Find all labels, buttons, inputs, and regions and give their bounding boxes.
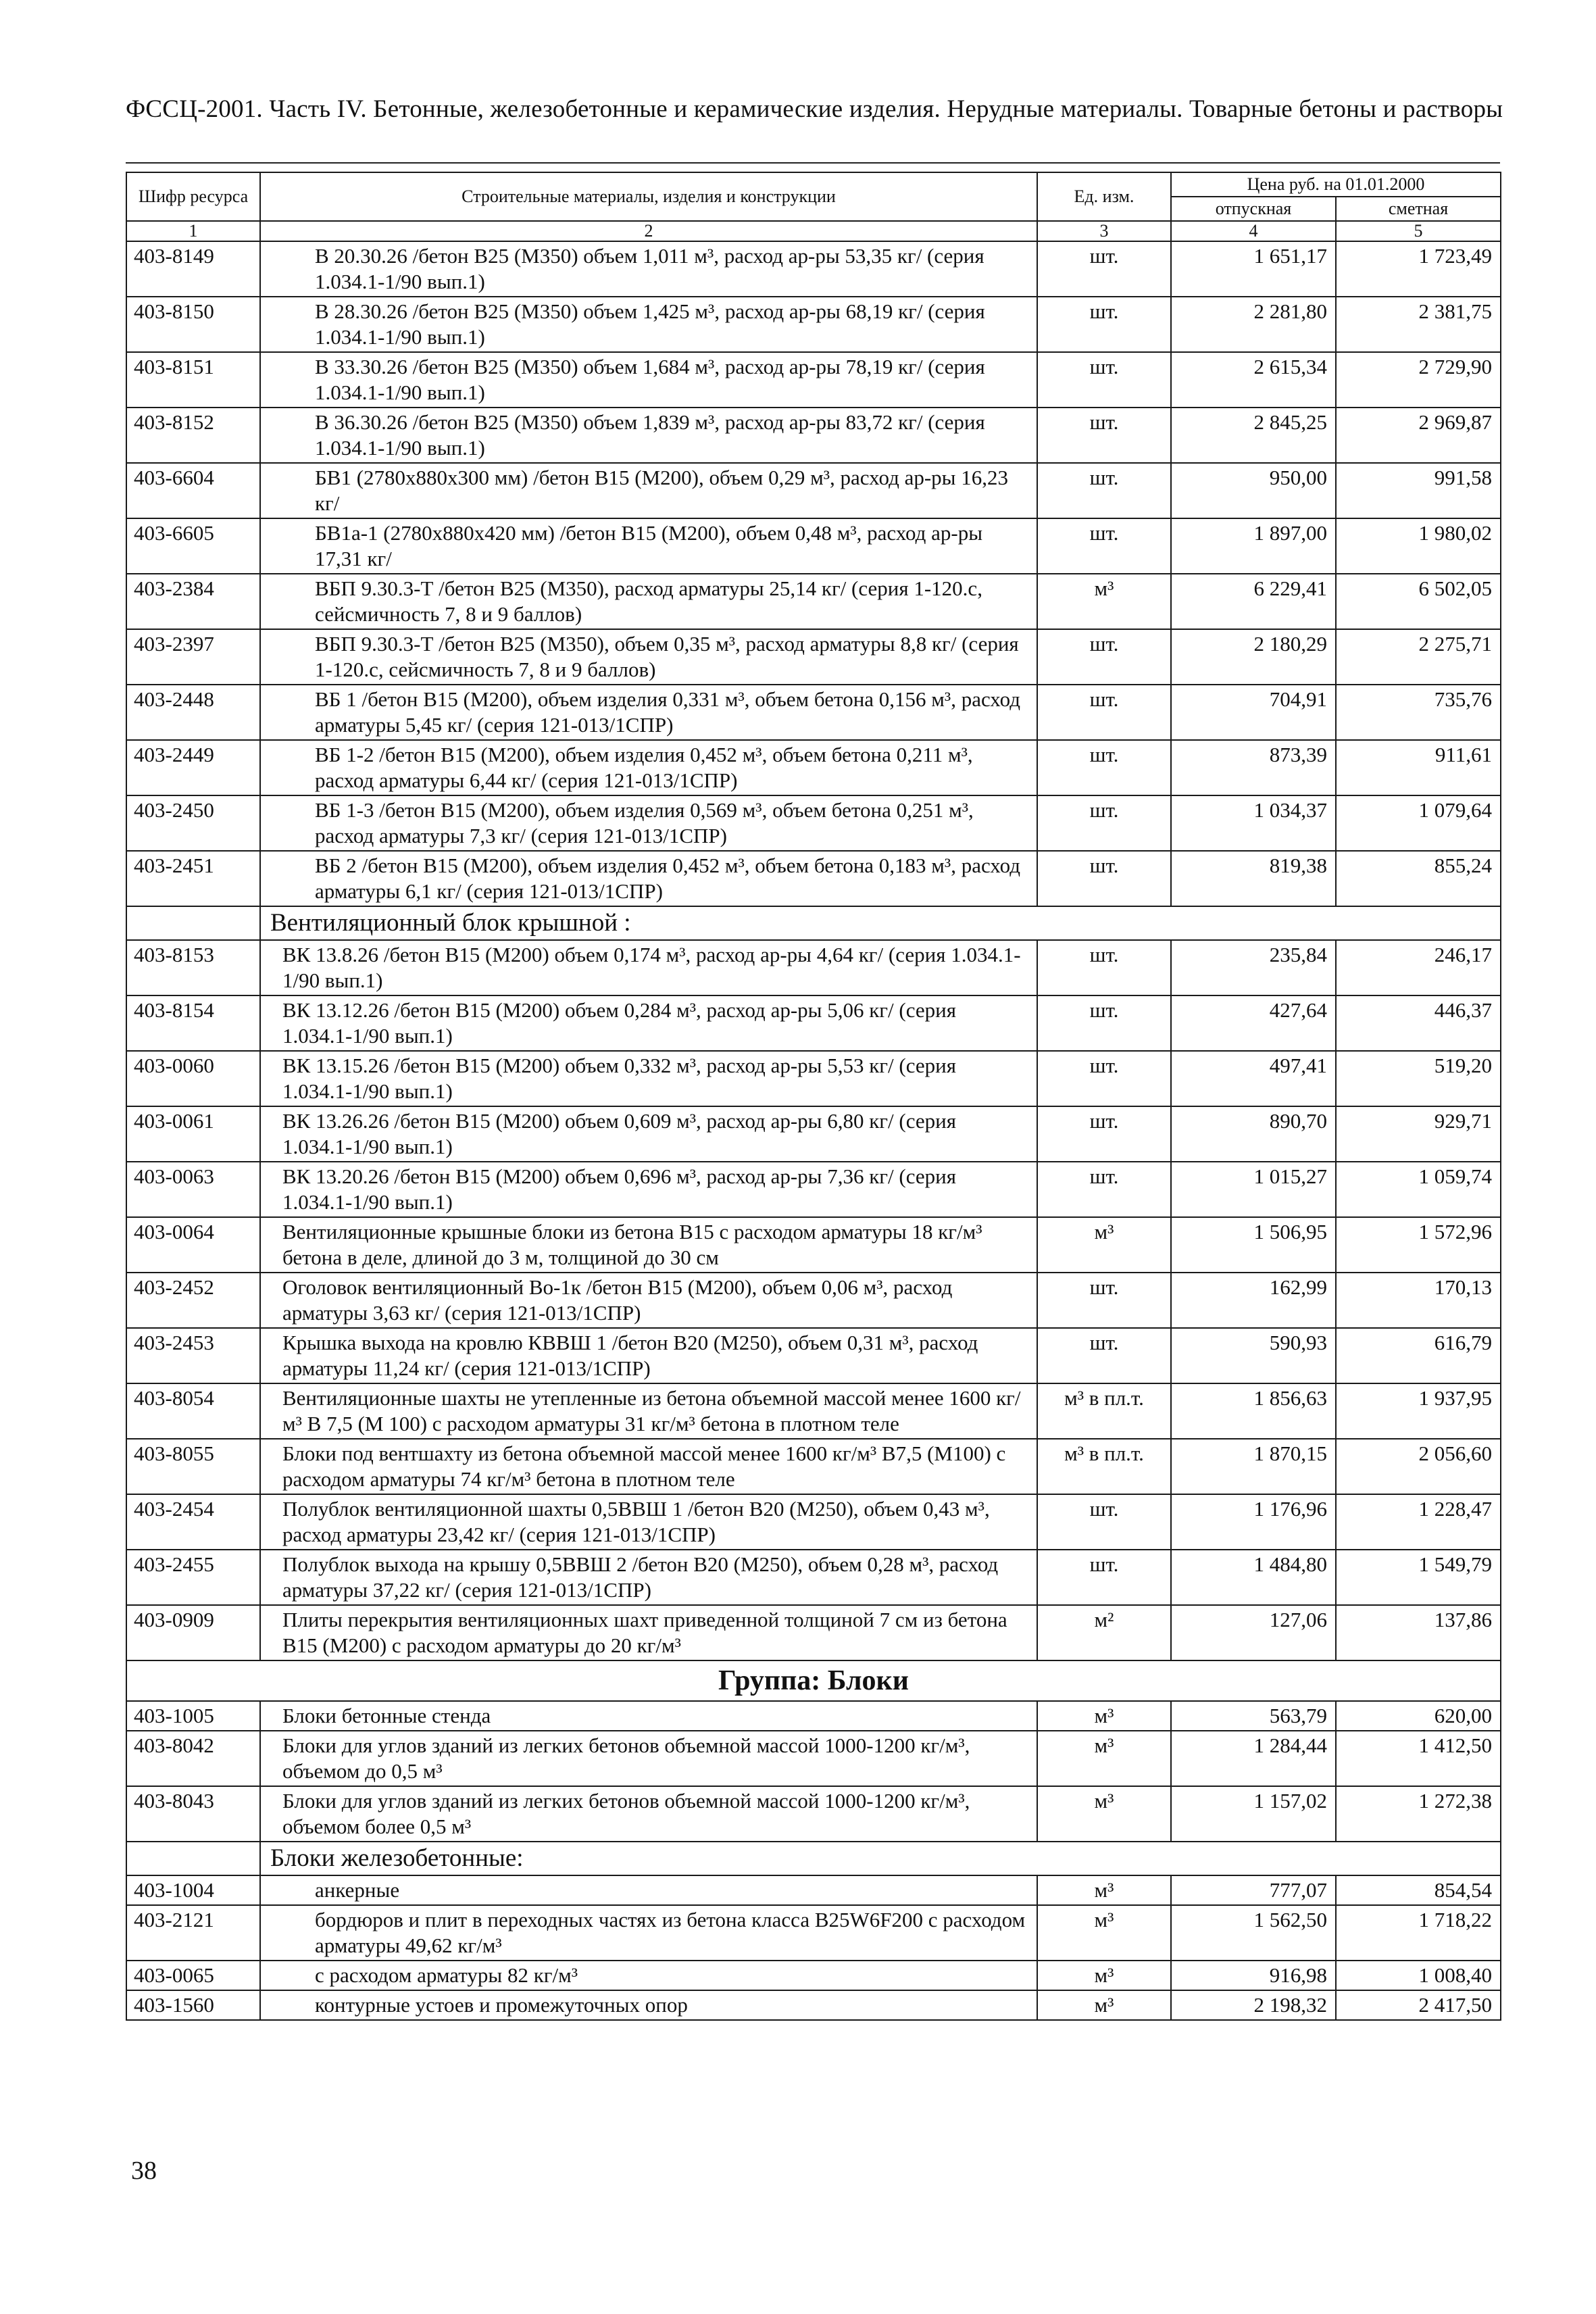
unit-of-measure: м³	[1037, 1701, 1171, 1731]
resource-code: 403-6604	[126, 463, 260, 518]
estimate-price: 137,86	[1336, 1605, 1501, 1660]
estimate-price: 1 059,74	[1336, 1162, 1501, 1217]
table-row	[126, 1051, 1501, 1106]
unit-of-measure: шт.	[1037, 851, 1171, 906]
table-row	[126, 1875, 1501, 1905]
release-price: 427,64	[1171, 995, 1336, 1051]
material-name	[260, 1494, 1037, 1550]
estimate-price: 991,58	[1336, 463, 1501, 518]
resource-code: 403-2454	[126, 1494, 260, 1550]
estimate-price: 1 937,95	[1336, 1383, 1501, 1439]
material-name-text: ВК 13.20.26 /бетон В15 (М200) объем 0,696 м³, расход ар-ры 7,36 кг/ (серия 1.034.1-1/90 вып.1)	[282, 1164, 956, 1214]
section-heading-rc-row	[126, 1842, 1501, 1875]
table-row	[126, 940, 1501, 995]
unit-of-measure: м³	[1037, 1961, 1171, 1990]
estimate-price: 246,17	[1336, 940, 1501, 995]
unit-of-measure: шт.	[1037, 1051, 1171, 1106]
unit-of-measure: м³	[1037, 1786, 1171, 1842]
estimate-price: 616,79	[1336, 1328, 1501, 1383]
material-name	[260, 795, 1037, 851]
estimate-price: 735,76	[1336, 685, 1501, 740]
material-name-text: Плиты перекрытия вентиляционных шахт приведенной толщиной 7 см из бетона В15 (М200) с расходом арматуры до 20 кг/м³	[282, 1608, 1007, 1657]
release-price: 1 897,00	[1171, 518, 1336, 574]
material-name	[260, 1273, 1037, 1328]
estimate-price: 2 417,50	[1336, 1990, 1501, 2020]
material-name-text: ВК 13.26.26 /бетон В15 (М200) объем 0,609 м³, расход ар-ры 6,80 кг/ (серия 1.034.1-1/90 вып.1)	[282, 1109, 956, 1158]
resource-code: 403-8153	[126, 940, 260, 995]
material-name-text: В 33.30.26 /бетон В25 (М350) объем 1,684 м³, расход ар-ры 78,19 кг/ (серия 1.034.1-1/90 вып.1)	[315, 355, 985, 404]
col-number: 3	[1037, 221, 1171, 241]
release-price: 1 562,50	[1171, 1905, 1336, 1961]
estimate-price: 2 275,71	[1336, 629, 1501, 685]
unit-of-measure: шт.	[1037, 1106, 1171, 1162]
material-name-text: анкерные	[315, 1878, 400, 1902]
material-name-text: Вентиляционные крышные блоки из бетона В15 с расходом арматуры 18 кг/м³ бетона в деле, длиной до 3 м, толщиной до 30 см	[282, 1220, 982, 1269]
resource-code: 403-8152	[126, 408, 260, 463]
table-row	[126, 740, 1501, 795]
material-name	[260, 408, 1037, 463]
unit-of-measure: шт.	[1037, 1494, 1171, 1550]
release-price: 2 845,25	[1171, 408, 1336, 463]
table-row	[126, 685, 1501, 740]
material-name	[260, 1731, 1037, 1786]
material-name-text: ВБ 1-3 /бетон В15 (М200), объем изделия 0,569 м³, объем бетона 0,251 м³, расход арматуры 7,3 кг/ (серия 121-013/1СПР)	[315, 798, 974, 847]
material-name	[260, 1990, 1037, 2020]
table-row	[126, 1550, 1501, 1605]
material-name	[260, 1439, 1037, 1494]
resource-code: 403-1004	[126, 1875, 260, 1905]
unit-of-measure: шт.	[1037, 629, 1171, 685]
resource-code: 403-8149	[126, 241, 260, 297]
release-price: 1 176,96	[1171, 1494, 1336, 1550]
unit-of-measure: шт.	[1037, 1162, 1171, 1217]
release-price: 2 180,29	[1171, 629, 1336, 685]
material-name-text: с расходом арматуры 82 кг/м³	[315, 1963, 578, 1987]
material-name-text: ВБП 9.30.3-Т /бетон В25 (М350), расход арматуры 25,14 кг/ (серия 1-120.с, сейсмичность 7, 8 и 9 баллов)	[315, 576, 982, 626]
resource-code: 403-8150	[126, 297, 260, 352]
table-row	[126, 241, 1501, 297]
unit-of-measure: шт.	[1037, 740, 1171, 795]
table-row	[126, 1961, 1501, 1990]
table-row	[126, 1328, 1501, 1383]
section-heading-vent: Вентиляционный блок крышной :	[260, 906, 1501, 940]
material-name-text: В 20.30.26 /бетон В25 (М350) объем 1,011 м³, расход ар-ры 53,35 кг/ (серия 1.034.1-1/90 вып.1)	[315, 244, 984, 293]
material-name	[260, 518, 1037, 574]
material-name-text: ВК 13.12.26 /бетон В15 (М200) объем 0,284 м³, расход ар-ры 5,06 кг/ (серия 1.034.1-1/90 вып.1)	[282, 998, 956, 1048]
table-row	[126, 1786, 1501, 1842]
material-name-text: ВБ 1 /бетон В15 (М200), объем изделия 0,331 м³, объем бетона 0,156 м³, расход арматуры 5,45 кг/ (серия 121-013/1СПР)	[315, 687, 1021, 737]
material-name-text: Блоки под вентшахту из бетона объемной массой менее 1600 кг/м³ В7,5 (М100) с расходом арматуры 74 кг/м³ бетона в плотном теле	[282, 1442, 1006, 1491]
material-name	[260, 241, 1037, 297]
resource-code: 403-2448	[126, 685, 260, 740]
release-price: 235,84	[1171, 940, 1336, 995]
material-name-text: В 28.30.26 /бетон В25 (М350) объем 1,425 м³, расход ар-ры 68,19 кг/ (серия 1.034.1-1/90 вып.1)	[315, 299, 985, 349]
estimate-price: 2 381,75	[1336, 297, 1501, 352]
estimate-price: 2 056,60	[1336, 1439, 1501, 1494]
estimate-price: 1 572,96	[1336, 1217, 1501, 1273]
col-unit-header: Ед. изм.	[1037, 172, 1171, 221]
release-price: 890,70	[1171, 1106, 1336, 1162]
resource-code: 403-0909	[126, 1605, 260, 1660]
estimate-price: 911,61	[1336, 740, 1501, 795]
material-name	[260, 1605, 1037, 1660]
estimate-price: 1 412,50	[1336, 1731, 1501, 1786]
table-row	[126, 795, 1501, 851]
table-row	[126, 352, 1501, 408]
estimate-price: 6 502,05	[1336, 574, 1501, 629]
material-name-text: ВК 13.8.26 /бетон В15 (М200) объем 0,174 м³, расход ар-ры 4,64 кг/ (серия 1.034.1-1/90 вып.1)	[282, 943, 1021, 992]
material-name-text: В 36.30.26 /бетон В25 (М350) объем 1,839 м³, расход ар-ры 83,72 кг/ (серия 1.034.1-1/90 вып.1)	[315, 410, 985, 460]
unit-of-measure: шт.	[1037, 795, 1171, 851]
material-name-text: ВБП 9.30.3-Т /бетон В25 (М350), объем 0,35 м³, расход арматуры 8,8 кг/ (серия 1-120.с, сейсмичность 7, 8 и 9 баллов)	[315, 632, 1019, 681]
price-table	[126, 172, 1501, 2021]
estimate-price: 1 228,47	[1336, 1494, 1501, 1550]
release-price: 563,79	[1171, 1701, 1336, 1731]
unit-of-measure: шт.	[1037, 463, 1171, 518]
table-row	[126, 1731, 1501, 1786]
material-name	[260, 1550, 1037, 1605]
resource-code: 403-6605	[126, 518, 260, 574]
estimate-price: 2 729,90	[1336, 352, 1501, 408]
col-number: 5	[1336, 221, 1501, 241]
resource-code: 403-2449	[126, 740, 260, 795]
material-name	[260, 297, 1037, 352]
table-row	[126, 995, 1501, 1051]
resource-code: 403-0064	[126, 1217, 260, 1273]
table-row	[126, 629, 1501, 685]
release-price: 6 229,41	[1171, 574, 1336, 629]
release-price: 819,38	[1171, 851, 1336, 906]
section-heading-vent-row	[126, 906, 1501, 940]
unit-of-measure: шт.	[1037, 518, 1171, 574]
unit-of-measure: м³	[1037, 1905, 1171, 1961]
resource-code: 403-2451	[126, 851, 260, 906]
unit-of-measure: м³	[1037, 1875, 1171, 1905]
unit-of-measure: м³	[1037, 1990, 1171, 2020]
unit-of-measure: шт.	[1037, 408, 1171, 463]
release-price: 162,99	[1171, 1273, 1336, 1328]
resource-code: 403-2397	[126, 629, 260, 685]
table-row	[126, 574, 1501, 629]
release-price: 1 506,95	[1171, 1217, 1336, 1273]
release-price: 1 015,27	[1171, 1162, 1336, 1217]
resource-code: 403-2450	[126, 795, 260, 851]
release-price: 950,00	[1171, 463, 1336, 518]
table-row	[126, 1383, 1501, 1439]
unit-of-measure: шт.	[1037, 1550, 1171, 1605]
unit-of-measure: шт.	[1037, 1273, 1171, 1328]
group-heading-blocks: Группа: Блоки	[126, 1660, 1501, 1701]
release-price: 1 157,02	[1171, 1786, 1336, 1842]
estimate-price: 2 969,87	[1336, 408, 1501, 463]
unit-of-measure: шт.	[1037, 940, 1171, 995]
estimate-price: 1 272,38	[1336, 1786, 1501, 1842]
resource-code: 403-2384	[126, 574, 260, 629]
release-price: 873,39	[1171, 740, 1336, 795]
release-price: 2 281,80	[1171, 297, 1336, 352]
unit-of-measure: м³	[1037, 574, 1171, 629]
table-body	[126, 241, 1501, 2020]
col-number: 2	[260, 221, 1037, 241]
material-name-text: ВБ 1-2 /бетон В15 (М200), объем изделия 0,452 м³, объем бетона 0,211 м³, расход арматуры 6,44 кг/ (серия 121-013/1СПР)	[315, 743, 973, 792]
page-number: 38	[131, 2157, 157, 2185]
table-row	[126, 1701, 1501, 1731]
unit-of-measure: м²	[1037, 1605, 1171, 1660]
table-row	[126, 1439, 1501, 1494]
estimate-price: 1 980,02	[1336, 518, 1501, 574]
table-row	[126, 1273, 1501, 1328]
estimate-price: 855,24	[1336, 851, 1501, 906]
estimate-price: 1 549,79	[1336, 1550, 1501, 1605]
release-price: 1 034,37	[1171, 795, 1336, 851]
header-title: ФССЦ-2001. Часть IV. Бетонные, железобетонные и керамические изделия. Нерудные материалы. Товарные бетоны и растворы	[126, 95, 1503, 123]
material-name	[260, 1162, 1037, 1217]
release-price: 1 484,80	[1171, 1550, 1336, 1605]
estimate-price: 929,71	[1336, 1106, 1501, 1162]
material-name	[260, 1328, 1037, 1383]
resource-code: 403-8154	[126, 995, 260, 1051]
release-price: 497,41	[1171, 1051, 1336, 1106]
release-price: 1 651,17	[1171, 241, 1336, 297]
material-name	[260, 685, 1037, 740]
col-number: 4	[1171, 221, 1336, 241]
section-heading-rc: Блоки железобетонные:	[260, 1842, 1501, 1875]
material-name	[260, 1217, 1037, 1273]
estimate-price: 1 718,22	[1336, 1905, 1501, 1961]
resource-code: 403-8151	[126, 352, 260, 408]
page-header	[126, 95, 1504, 124]
material-name	[260, 574, 1037, 629]
material-name	[260, 1961, 1037, 1990]
material-name	[260, 851, 1037, 906]
resource-code: 403-8054	[126, 1383, 260, 1439]
material-name-text: ВБ 2 /бетон В15 (М200), объем изделия 0,452 м³, объем бетона 0,183 м³, расход арматуры 6,1 кг/ (серия 121-013/1СПР)	[315, 854, 1021, 903]
resource-code: 403-8042	[126, 1731, 260, 1786]
estimate-price: 446,37	[1336, 995, 1501, 1051]
material-name-text: Крышка выхода на кровлю КВВШ 1 /бетон В20 (М250), объем 0,31 м³, расход арматуры 11,24 кг/ (серия 121-013/1СПР)	[282, 1331, 978, 1380]
table-row	[126, 408, 1501, 463]
table-row	[126, 1905, 1501, 1961]
material-name	[260, 1905, 1037, 1961]
group-heading-blocks-row	[126, 1660, 1501, 1701]
material-name-text: Блоки для углов зданий из легких бетонов объемной массой 1000-1200 кг/м³, объемом более 0,5 м³	[282, 1789, 970, 1838]
resource-code: 403-0065	[126, 1961, 260, 1990]
release-price: 1 870,15	[1171, 1439, 1336, 1494]
release-price: 1 856,63	[1171, 1383, 1336, 1439]
material-name	[260, 1383, 1037, 1439]
table-row	[126, 851, 1501, 906]
unit-of-measure: м³	[1037, 1217, 1171, 1273]
material-name	[260, 1701, 1037, 1731]
material-name-text: Полублок вентиляционной шахты 0,5ВВШ 1 /бетон В20 (М250), объем 0,43 м³, расход арматуры 23,42 кг/ (серия 121-013/1СПР)	[282, 1497, 990, 1546]
material-name	[260, 463, 1037, 518]
material-name-text: бордюров и плит в переходных частях из бетона класса B25W6F200 с расходом арматуры 49,62 кг/м³	[315, 1908, 1026, 1957]
estimate-price: 1 723,49	[1336, 241, 1501, 297]
col-code-header: Шифр ресурса	[126, 172, 260, 221]
material-name	[260, 995, 1037, 1051]
resource-code: 403-0061	[126, 1106, 260, 1162]
unit-of-measure: м³	[1037, 1731, 1171, 1786]
col-number: 1	[126, 221, 260, 241]
table-header-row	[126, 172, 1501, 197]
material-name-text: Блоки для углов зданий из легких бетонов объемной массой 1000-1200 кг/м³, объемом до 0,5 м³	[282, 1733, 970, 1783]
material-name	[260, 352, 1037, 408]
col-estimate-header: сметная	[1336, 197, 1501, 221]
col-price-header: Цена руб. на 01.01.2000	[1171, 172, 1501, 197]
resource-code: 403-2121	[126, 1905, 260, 1961]
material-name-text: контурные устоев и промежуточных опор	[315, 1993, 688, 2017]
material-name	[260, 940, 1037, 995]
estimate-price: 1 079,64	[1336, 795, 1501, 851]
unit-of-measure: шт.	[1037, 685, 1171, 740]
unit-of-measure: шт.	[1037, 241, 1171, 297]
col-name-header: Строительные материалы, изделия и конструкции	[260, 172, 1037, 221]
table-row	[126, 1162, 1501, 1217]
material-name-text: ВК 13.15.26 /бетон В15 (М200) объем 0,332 м³, расход ар-ры 5,53 кг/ (серия 1.034.1-1/90 вып.1)	[282, 1054, 956, 1103]
material-name-text: Полублок выхода на крышу 0,5ВВШ 2 /бетон В20 (М250), объем 0,28 м³, расход арматуры 37,22 кг/ (серия 121-013/1СПР)	[282, 1552, 999, 1602]
material-name	[260, 629, 1037, 685]
col-release-header: отпускная	[1171, 197, 1336, 221]
material-name	[260, 1106, 1037, 1162]
resource-code: 403-1005	[126, 1701, 260, 1731]
estimate-price: 519,20	[1336, 1051, 1501, 1106]
material-name	[260, 1875, 1037, 1905]
material-name-text: Вентиляционные шахты не утепленные из бетона объемной массой менее 1600 кг/м³ В 7,5 (М 100) с расходом арматуры 31 кг/м³ бетона в плотном теле	[282, 1386, 1021, 1435]
unit-of-measure: шт.	[1037, 352, 1171, 408]
resource-code: 403-1560	[126, 1990, 260, 2020]
material-name	[260, 1051, 1037, 1106]
table-row	[126, 1605, 1501, 1660]
estimate-price: 854,54	[1336, 1875, 1501, 1905]
release-price: 1 284,44	[1171, 1731, 1336, 1786]
estimate-price: 170,13	[1336, 1273, 1501, 1328]
unit-of-measure: м³ в пл.т.	[1037, 1439, 1171, 1494]
unit-of-measure: шт.	[1037, 1328, 1171, 1383]
resource-code: 403-8043	[126, 1786, 260, 1842]
resource-code: 403-2452	[126, 1273, 260, 1328]
table-row	[126, 1106, 1501, 1162]
resource-code: 403-2455	[126, 1550, 260, 1605]
table-row	[126, 1494, 1501, 1550]
resource-code: 403-0060	[126, 1051, 260, 1106]
release-price: 2 615,34	[1171, 352, 1336, 408]
header-divider	[126, 162, 1500, 164]
table-row	[126, 1217, 1501, 1273]
empty-cell	[126, 1842, 260, 1875]
unit-of-measure: м³ в пл.т.	[1037, 1383, 1171, 1439]
resource-code: 403-2453	[126, 1328, 260, 1383]
release-price: 777,07	[1171, 1875, 1336, 1905]
table-row	[126, 1990, 1501, 2020]
table-row	[126, 463, 1501, 518]
material-name-text: Оголовок вентиляционный Во-1к /бетон В15 (М200), объем 0,06 м³, расход арматуры 3,63 кг/ (серия 121-013/1СПР)	[282, 1275, 953, 1325]
empty-cell	[126, 906, 260, 940]
table-row	[126, 297, 1501, 352]
unit-of-measure: шт.	[1037, 995, 1171, 1051]
estimate-price: 1 008,40	[1336, 1961, 1501, 1990]
material-name-text: БВ1а-1 (2780х880х420 мм) /бетон В15 (М200), объем 0,48 м³, расход ар-ры 17,31 кг/	[315, 521, 983, 570]
table-row	[126, 518, 1501, 574]
release-price: 704,91	[1171, 685, 1336, 740]
material-name-text: БВ1 (2780х880х300 мм) /бетон В15 (М200), объем 0,29 м³, расход ар-ры 16,23 кг/	[315, 466, 1008, 515]
material-name	[260, 740, 1037, 795]
resource-code: 403-8055	[126, 1439, 260, 1494]
unit-of-measure: шт.	[1037, 297, 1171, 352]
material-name-text: Блоки бетонные стенда	[282, 1704, 491, 1727]
release-price: 127,06	[1171, 1605, 1336, 1660]
estimate-price: 620,00	[1336, 1701, 1501, 1731]
release-price: 590,93	[1171, 1328, 1336, 1383]
release-price: 916,98	[1171, 1961, 1336, 1990]
column-number-row	[126, 221, 1501, 241]
material-name	[260, 1786, 1037, 1842]
resource-code: 403-0063	[126, 1162, 260, 1217]
release-price: 2 198,32	[1171, 1990, 1336, 2020]
